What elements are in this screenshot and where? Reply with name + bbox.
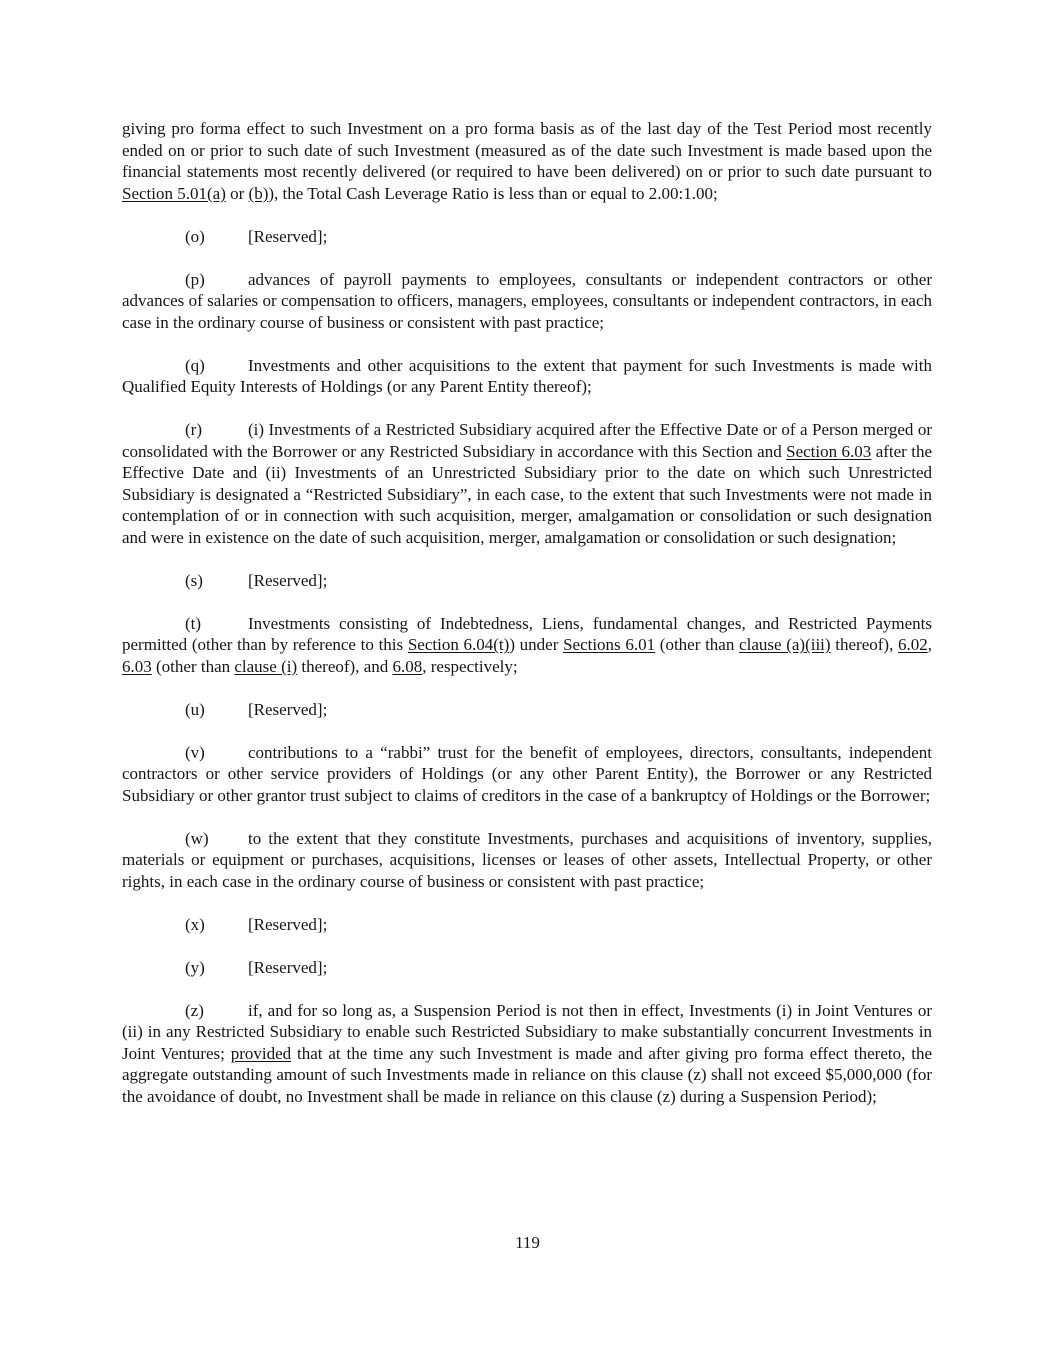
section-reference: Sections 6.01 <box>563 635 656 654</box>
section-reference: 6.03 <box>122 656 152 676</box>
section-reference: 6.08 <box>392 656 423 676</box>
text-segment: [Reserved]; <box>248 957 328 977</box>
text-segment: [Reserved]; <box>248 699 328 719</box>
text-segment: after the Effective Date and (ii) Investments of an Unrestricted Subsidiary prior to the date on which such Unrestricted Subsidiary is designated a “Restricted Subsidiary”, in each case, to the extent that such Investments were not made in contemplation of or in connection with such acquisition, merger, amalgamation or consolidation or such designation and were in existence on the date of such acquisition, merger, amalgamation or consolidation or such designation; <box>122 441 933 547</box>
text-segment: advances of payroll payments to employees, consultants or independent contractors or other advances of salaries or compensation to officers, managers, employees, consultants or independent contractors, in each case in the ordinary course of business or consistent with past practice; <box>122 269 932 332</box>
text-segment: ) under <box>509 635 564 654</box>
section-reference: (b) <box>248 183 269 203</box>
section-reference: clause (i) <box>234 656 298 676</box>
text-segment: [Reserved]; <box>248 226 328 246</box>
paragraph-label: (t) <box>185 613 202 633</box>
section-reference: Section 6.03 <box>786 441 872 461</box>
section-reference: clause (a)(iii) <box>739 635 831 654</box>
section-reference: Section 6.04(t) <box>407 635 510 654</box>
paragraph-label: (s) <box>185 570 203 590</box>
paragraph <box>122 742 932 807</box>
text-segment: (other than <box>151 656 235 676</box>
paragraph <box>122 226 932 248</box>
paragraph <box>122 957 932 979</box>
paragraph-label: (v) <box>185 742 205 762</box>
text-segment: thereof), and <box>297 656 393 676</box>
section-reference: 6.02 <box>898 635 928 654</box>
text-segment: Investments consisting of Indebtedness, Liens, fundamental changes, and Restricted Payments permitted (other than by reference to this <box>122 613 932 654</box>
paragraph <box>122 914 932 936</box>
paragraph-label: (r) <box>185 420 202 439</box>
text-segment: (i) Investments of a Restricted Subsidiary acquired after the Effective Date or of a Person merged or consolidated with the Borrower or any Restricted Subsidiary in accordance with this Section and <box>122 420 932 461</box>
paragraph <box>122 355 932 398</box>
text-segment: ), the Total Cash Leverage Ratio is less than or equal to 2.00:1.00; <box>268 183 718 203</box>
text-segment: that at the time any such Investment is made and after giving pro forma effect thereto, the aggregate outstanding amount of such Investments made in reliance on this clause (z) shall not exceed $5,000,000 (for the avoidance of doubt, no Investment shall be made in reliance on this clause (z) during a Suspension Period); <box>122 1043 932 1106</box>
section-reference: provided <box>230 1043 292 1063</box>
text-segment: thereof), <box>830 635 899 654</box>
paragraph <box>122 1000 932 1108</box>
page-number: 119 <box>515 1233 540 1252</box>
paragraph <box>122 570 932 592</box>
text-segment: to the extent that they constitute Investments, purchases and acquisitions of inventory, supplies, materials or equipment or purchases, acquisitions, licenses or leases of other assets, Intellectual Property, or other rights, in each case in the ordinary course of business or consistent with past practice; <box>122 828 932 891</box>
paragraph-label: (o) <box>185 226 205 246</box>
text-segment: [Reserved]; <box>248 570 328 590</box>
paragraph <box>122 613 932 678</box>
section-reference: Section 5.01(a) <box>122 183 226 203</box>
paragraph-label: (z) <box>185 1000 204 1020</box>
paragraph-label: (q) <box>185 355 205 375</box>
text-segment: , respectively; <box>422 656 518 676</box>
text-segment: (other than <box>655 635 740 654</box>
paragraph-label: (p) <box>185 269 205 289</box>
paragraph-label: (x) <box>185 914 205 934</box>
paragraph <box>122 269 932 334</box>
text-segment: [Reserved]; <box>248 914 328 934</box>
paragraph <box>122 828 932 893</box>
paragraph <box>122 419 932 548</box>
paragraph-label: (u) <box>185 699 205 719</box>
text-segment: or <box>225 183 249 203</box>
text-segment: , <box>927 635 933 654</box>
paragraph <box>122 118 932 204</box>
text-segment: Investments and other acquisitions to the extent that payment for such Investments is made with Qualified Equity Interests of Holdings (or any Parent Entity thereof); <box>122 355 932 396</box>
paragraph-label: (y) <box>185 957 205 977</box>
paragraph-label: (w) <box>185 828 209 848</box>
text-segment: contributions to a “rabbi” trust for the benefit of employees, directors, consultants, independent contractors or other service providers of Holdings (or any other Parent Entity), the Borrower or any Restricted Subsidiary or other grantor trust subject to claims of creditors in the case of a bankruptcy of Holdings or the Borrower; <box>122 742 932 805</box>
paragraph <box>122 699 932 721</box>
text-segment: giving pro forma effect to such Investment on a pro forma basis as of the last day of the Test Period most recently ended on or prior to such date of such Investment (measured as of the date such Investment is made based upon the financial statements most recently delivered (or required to have been delivered) on or prior to such date pursuant to <box>122 119 932 181</box>
text-body <box>122 118 932 1107</box>
text-segment: if, and for so long as, a Suspension Period is not then in effect, Investments (i) in Joint Ventures or (ii) in any Restricted Subsidiary to enable such Restricted Subsidiary to make substantially concurrent Investments in Joint Ventures; <box>122 1000 932 1063</box>
